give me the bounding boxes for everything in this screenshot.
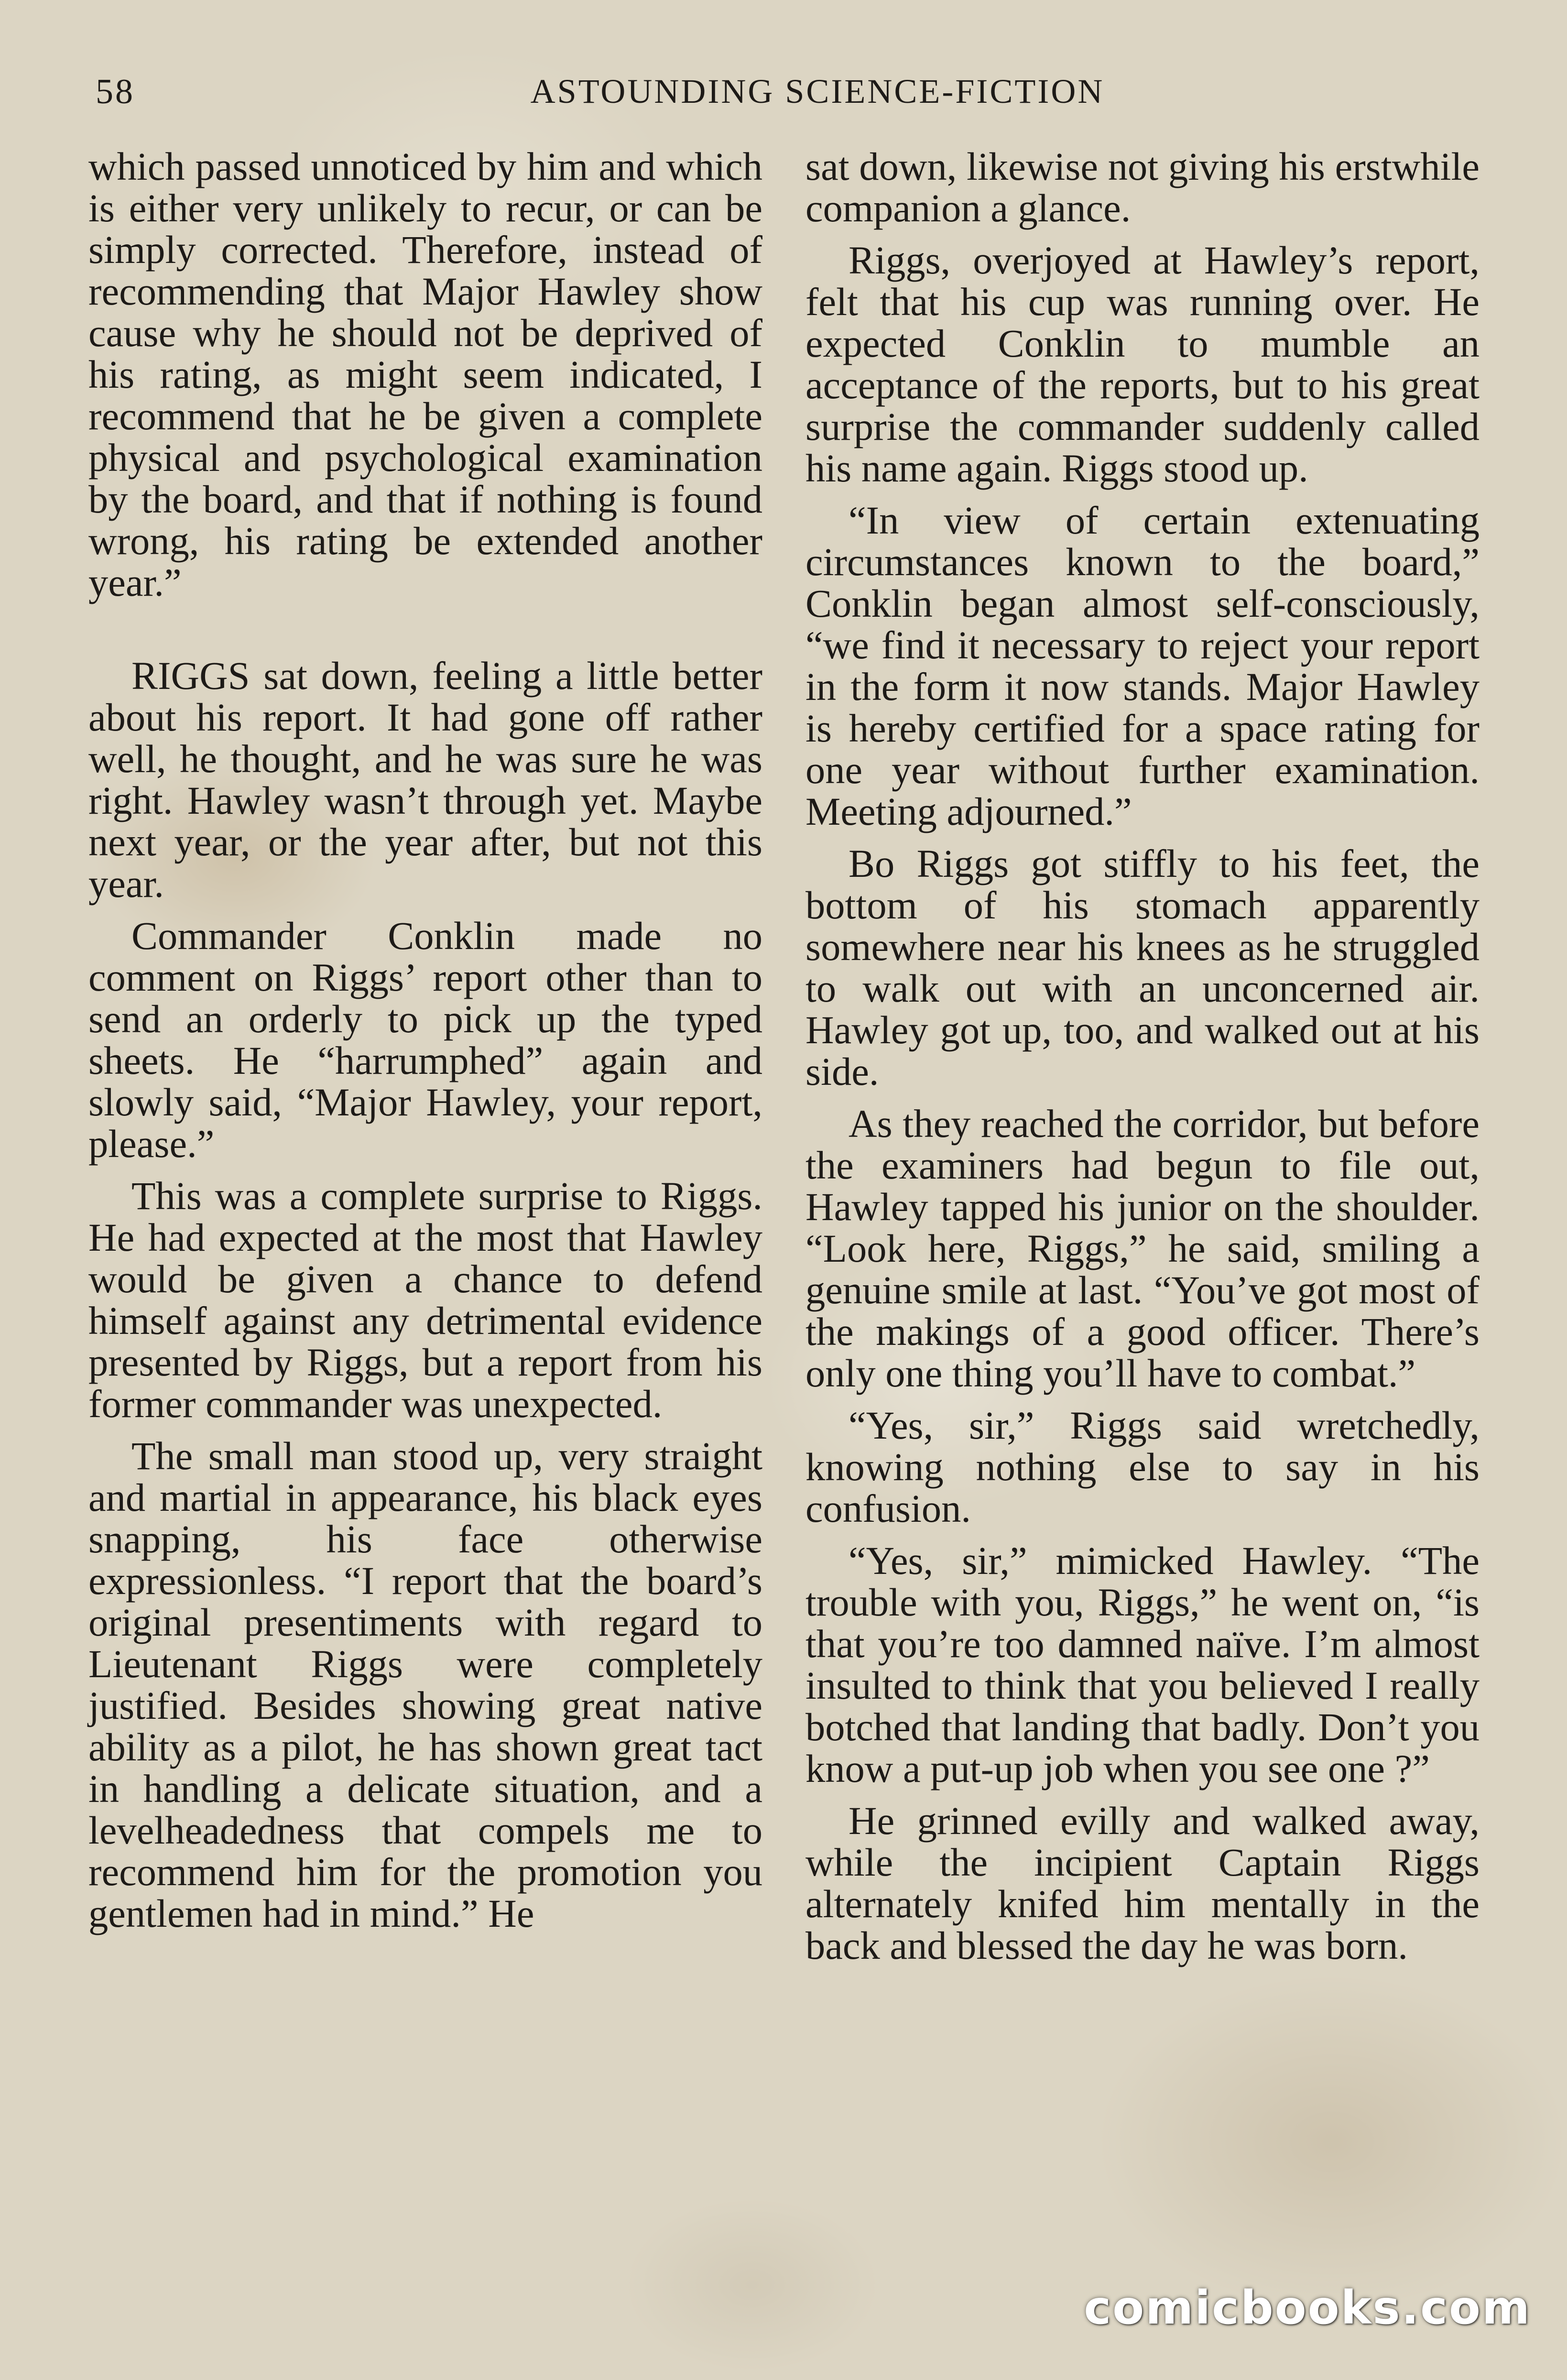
running-title: ASTOUNDING SCIENCE-FICTION: [530, 72, 1105, 110]
paragraph: “In view of certain extenuating circumstances known to the board,” Conklin began almost self-consciously, “we find it necessary to reject your report in the form it now stands. Major Hawley is hereby certified for a space rating for one year without further examination. Meeting adjourned.”: [805, 498, 1480, 833]
left-column: [88, 146, 762, 1945]
page-header: [96, 72, 1482, 124]
paragraph: As they reached the corridor, but before the examiners had begun to file out, Hawley tapped his junior on the shoulder. “Look here, Riggs,” he said, smiling a genuine smile at last. “You’ve got most of the makings of a good officer. There’s only one thing you’ll have to combat.”: [805, 1102, 1480, 1395]
page-number: 58: [96, 72, 135, 111]
paragraph: He grinned evilly and walked away, while the incipient Captain Riggs alternately knifed him mentally in the back and blessed the day he was born.: [805, 1799, 1480, 1967]
paragraph: Commander Conklin made no comment on Riggs’ report other than to send an orderly to pick up the typed sheets. He “harrumphed” again and slowly said, “Major Hawley, your report, please.”: [88, 914, 762, 1166]
paragraph: which passed unnoticed by him and which is either very unlikely to recur, or can be simply corrected. Therefore, instead of recommending that Major Hawley show cause why he should not be deprived of his rating, as might seem indicated, I recommend that he be given a complete physical and psychological examination by the board, and that if nothing is found wrong, his rating be extended another year.”: [88, 144, 762, 604]
watermark: comicbooks.com: [1084, 2281, 1531, 2335]
paragraph: The small man stood up, very straight and martial in appearance, his black eyes snapping, his face otherwise expressionless. “I report that the board’s original presentiments with regard to Lieutenant Riggs were completely justified. Besides showing great native ability as a pilot, he has shown great tact in handling a delicate situation, and a levelheadedness that compels me to recommend him for the promotion you gentlemen had in mind.” He: [88, 1434, 762, 1935]
paragraph: This was a complete surprise to Riggs. He had expected at the most that Hawley would be given a chance to defend himself against any detrimental evidence presented by Riggs, but a report from his former commander was unexpected.: [88, 1174, 762, 1426]
paragraph: “Yes, sir,” mimicked Hawley. “The trouble with you, Riggs,” he went on, “is that you’re too damned naïve. I’m almost insulted to think that you believed I really botched that landing that badly. Don’t you know a put-up job when you see one ?”: [805, 1539, 1480, 1790]
paragraph: “Yes, sir,” Riggs said wretchedly, knowing nothing else to say in his confusion.: [805, 1403, 1480, 1530]
paragraph: Bo Riggs got stiffly to his feet, the bottom of his stomach apparently somewhere near his knees as he struggled to walk out with an unconcerned air. Hawley got up, too, and walked out at his side.: [805, 841, 1480, 1093]
paragraph: sat down, likewise not giving his erstwhile companion a glance.: [805, 144, 1480, 230]
paragraph: Riggs, overjoyed at Hawley’s report, felt that his cup was running over. He expected Conklin to mumble an acceptance of the reports, but to his great surprise the commander suddenly called his name again. Riggs stood up.: [805, 238, 1480, 490]
paragraph: RIGGS sat down, feeling a little better about his report. It had gone off rather well, he thought, and he was sure he was right. Hawley wasn’t through yet. Maybe next year, or the year after, but not this year.: [88, 654, 762, 906]
right-column: [805, 146, 1480, 1977]
